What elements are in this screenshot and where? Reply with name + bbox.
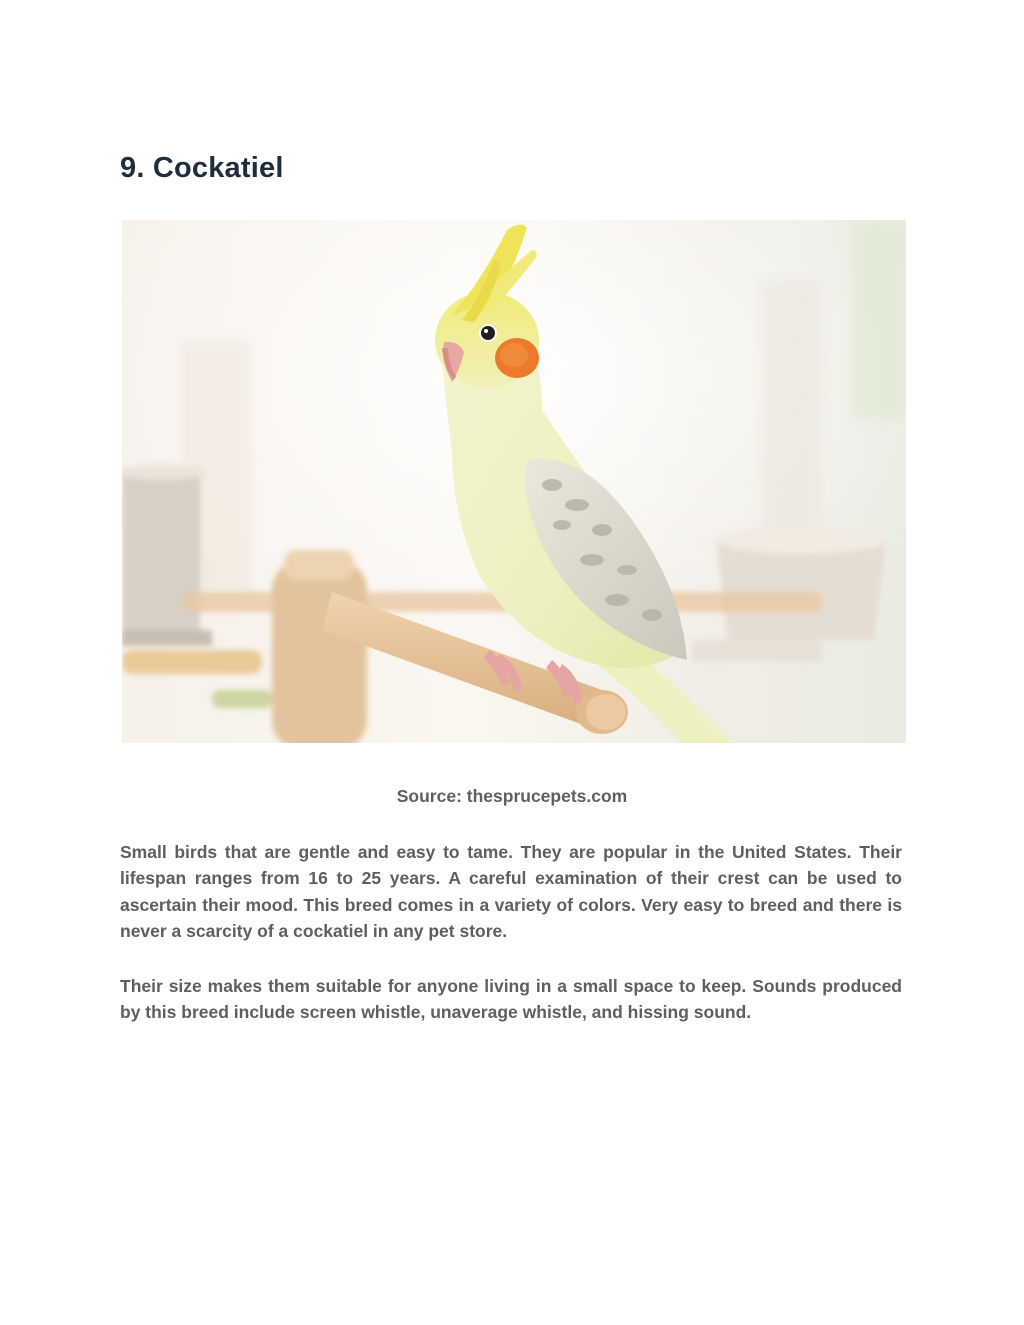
page-title: 9. Cockatiel xyxy=(120,152,284,184)
body-paragraph: Their size makes them suitable for anyone living in a small space to keep. Sounds produced by this breed include screen whistle, unaverage whistle, and hissing sound. xyxy=(120,976,902,1023)
cockatiel-illustration xyxy=(122,220,906,743)
body-paragraph: Small birds that are gentle and easy to tame. They are popular in the United States. Their lifespan ranges from 16 to 25 years. A careful examination of their crest can be used to ascertain their mood. This breed comes in a variety of colors. Very easy to breed and there is never a scarcity of a cockatiel in any pet store. xyxy=(120,842,902,941)
cockatiel-photo xyxy=(122,220,906,743)
image-caption: Source: thesprucepets.com xyxy=(396,786,628,806)
